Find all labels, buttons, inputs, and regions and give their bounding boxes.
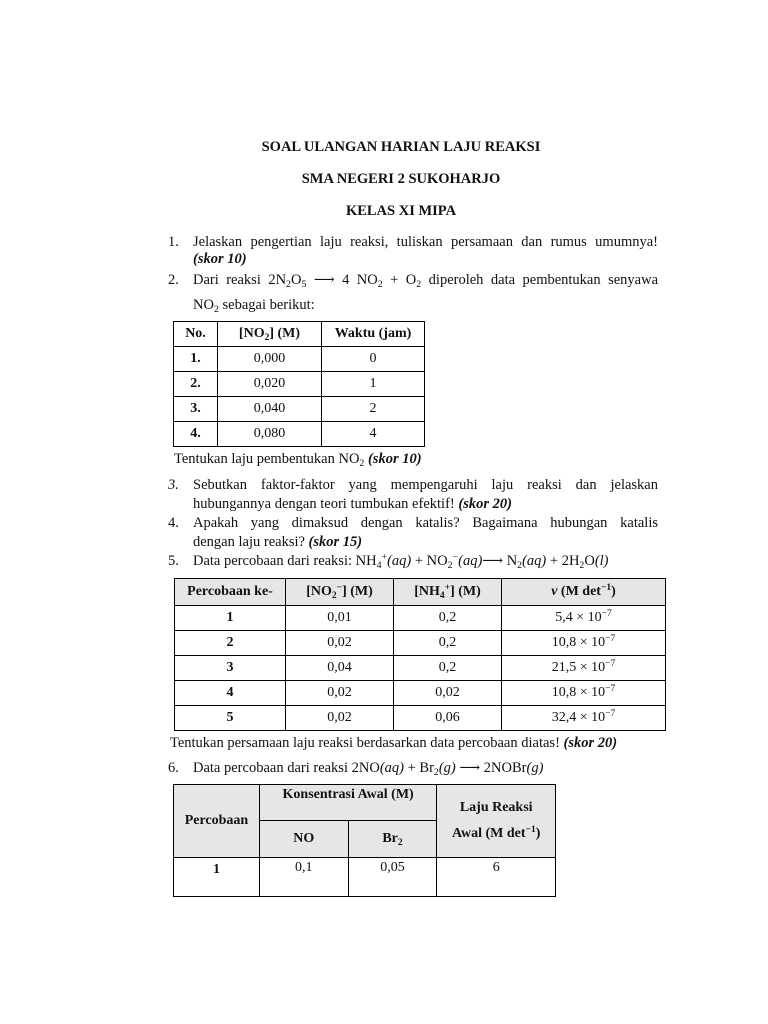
cell: 4: [322, 422, 425, 447]
cell: 0,2: [394, 631, 502, 656]
header-konsentrasi: Konsentrasi Awal (M): [259, 785, 436, 821]
cell: 0,01: [286, 606, 394, 631]
header-waktu: Waktu (jam): [322, 322, 425, 347]
question-4-text-cont: dengan laju reaksi? (skor 15): [193, 534, 363, 550]
question-4-text: Apakah yang dimaksud dengan katalis? Bagaimana hubungan katalis: [193, 515, 658, 531]
cell: 0: [322, 347, 425, 372]
table-row: [174, 397, 425, 422]
no2-nh4-rate-table: [174, 578, 666, 731]
question-5-text: Data percobaan dari reaksi: $NH_4^+(aq)$ + $NO_2^-(aq)⟶$ $N_2(aq) + 2H_2O(l)$: [193, 551, 609, 571]
cell: 1.: [174, 347, 218, 372]
table-row: [174, 347, 425, 372]
question-2-number: 2.: [168, 272, 179, 288]
cell: 0,06: [394, 706, 502, 731]
header-no: No.: [174, 322, 218, 347]
cell: 0,02: [394, 681, 502, 706]
question-3-text: Sebutkan faktor-faktor yang mempengaruhi laju reaksi dan jelaskan: [193, 477, 658, 493]
cell: 1: [174, 858, 260, 897]
header-percobaan: Percobaan ke-: [175, 579, 286, 606]
question-1-text: Jelaskan pengertian laju reaksi, tuliskan persamaan dan rumus umumnya!: [193, 234, 658, 250]
cell: $10,8 \times 10^{-7}$: [502, 681, 666, 706]
cell: $32,4 \times 10^{-7}$: [502, 706, 666, 731]
cell: $10,8 \times 10^{-7}$: [502, 631, 666, 656]
class-name: KELAS XI MIPA: [345, 203, 457, 219]
cell: 4: [175, 681, 286, 706]
question-5-task: Tentukan persamaan laju reaksi berdasarkan data percobaan diatas! (skor 20): [170, 735, 618, 751]
document-title: SOAL ULANGAN HARIAN LAJU REAKSI: [261, 139, 541, 155]
cell: $21,5 \times 10^{-7}$: [502, 656, 666, 681]
header-no2-minus: $[NO_2^-]$ (M): [286, 579, 394, 606]
table-row: [175, 606, 666, 631]
table-header-row: [174, 785, 556, 821]
header-laju-reaksi: Laju Reaksi Awal (M $\det^{-1}$): [437, 785, 556, 858]
cell: 0,02: [286, 706, 394, 731]
table-header-row: [175, 579, 666, 606]
cell: 0,02: [286, 681, 394, 706]
cell: 0,1: [259, 858, 348, 897]
cell: 2: [322, 397, 425, 422]
cell: 3: [175, 656, 286, 681]
question-2-task: Tentukan laju pembentukan $NO_2$ (skor 10): [174, 451, 422, 469]
school-name: SMA NEGERI 2 SUKOHARJO: [301, 171, 501, 187]
cell: 2: [175, 631, 286, 656]
question-3-text-cont: hubungannya dengan teori tumbukan efektif! (skor 20): [193, 496, 512, 512]
table-header-row: [174, 322, 425, 347]
no2-formation-table: [173, 321, 425, 447]
table-row: [175, 656, 666, 681]
cell: 6: [437, 858, 556, 897]
cell: 3.: [174, 397, 218, 422]
cell: 2.: [174, 372, 218, 397]
header-percobaan: Percobaan: [174, 785, 260, 858]
table-row: [174, 858, 556, 897]
cell: 0,02: [286, 631, 394, 656]
table-row: [174, 372, 425, 397]
no-br2-rate-table: [173, 784, 556, 897]
cell: 0,020: [218, 372, 322, 397]
question-4-number: 4.: [168, 515, 179, 531]
cell: 5: [175, 706, 286, 731]
header-rate: v (M $\det^{-1}$): [502, 579, 666, 606]
table-row: [175, 681, 666, 706]
cell: $5,4 \times 10^{-7}$: [502, 606, 666, 631]
cell: 0,000: [218, 347, 322, 372]
cell: 0,2: [394, 606, 502, 631]
cell: 0,05: [348, 858, 437, 897]
question-3-number: 3.: [168, 477, 179, 493]
question-6-text: Data percobaan dari reaksi $2NO(aq) + Br_2(g)$ ⟶ 2NOBr(g): [193, 760, 544, 778]
header-br2: $Br_2$: [348, 821, 437, 858]
header-no2: $[NO_2]$ (M): [218, 322, 322, 347]
header-nh4-plus: $[NH_4^+]$ (M): [394, 579, 502, 606]
table-row: [174, 422, 425, 447]
cell: 0,040: [218, 397, 322, 422]
cell: 1: [175, 606, 286, 631]
cell: 0,04: [286, 656, 394, 681]
table-row: [175, 631, 666, 656]
cell: 0,2: [394, 656, 502, 681]
question-1-score: (skor 10): [193, 251, 247, 267]
table-row: [175, 706, 666, 731]
question-2-text-cont: $NO_2$ sebagai berikut:: [193, 297, 315, 315]
question-6-number: 6.: [168, 760, 179, 776]
cell: 4.: [174, 422, 218, 447]
question-1-number: 1.: [168, 234, 179, 250]
question-5-number: 5.: [168, 553, 179, 569]
cell: 0,080: [218, 422, 322, 447]
header-no: NO: [259, 821, 348, 858]
cell: 1: [322, 372, 425, 397]
question-2-text: Dari reaksi $2N_2O_5$ ⟶ 4 $NO_2 + O_2$ diperoleh data pembentukan senyawa: [193, 272, 659, 290]
